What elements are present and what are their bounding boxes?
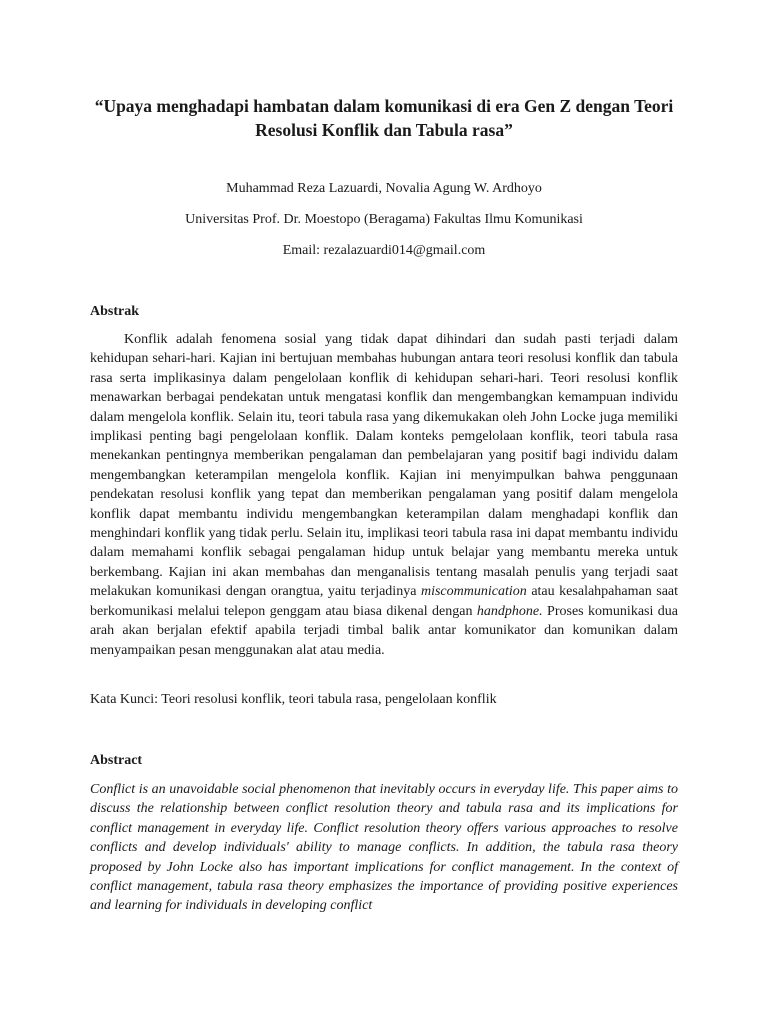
email-line: Email: rezalazuardi014@gmail.com bbox=[282, 243, 486, 258]
abstrak-text-1: Konflik adalah fenomena sosial yang tidak dapat dihindari dan sudah pasti terjadi dalam kehidupan sehari-hari. Kajian ini bertujuan membahas hubungan antara teori resolusi konflik dan tabula rasa serta implikasinya dalam pengelolaan konflik di kehidupan sehari-hari. Teori resolusi konflik menawarkan berbagai pendekatan untuk mengatasi konflik dan mengembangkan kemampuan individu dalam mengelola konflik. Selain itu, teori tabula rasa yang dikemukakan oleh John Locke juga memiliki implikasi penting bagi pengelolaan konflik. Dalam konteks pemgelolaan konflik, teori tabula rasa menekankan pentingnya memberikan pengalaman dan pembelajaran yang positif bagi individu dalam mengembangkan keterampilan mengelola konflik. Kajian ini menyimpulkan bahwa penggunaan pendekatan resolusi konflik yang tepat dan memberikan pengalaman yang positif dalam mengelola konflik dapat membantu individu mengembangkan keterampilan dalam menghadapi konflik dan menghindari konflik yang tidak perlu. Selain itu, implikasi teori tabula rasa ini dapat membantu individu dalam memahami konflik sebagai pengalaman hidup untuk belajar yang membantu mereka untuk berkembang. Kajian ini akan membahas dan menganalisis tentang masalah penulis yang terjadi saat melakukan komunikasi dengan orangtua, yaitu terjadinya bbox=[90, 332, 678, 600]
abstrak-italic-2: handphone. bbox=[476, 603, 543, 619]
abstrak-body bbox=[90, 330, 678, 660]
abstrak-heading: Abstrak bbox=[90, 304, 140, 319]
author-names: Muhammad Reza Lazuardi, Novalia Agung W. Ardhoyo bbox=[226, 181, 542, 196]
abstrak-text-3: Proses komunikasi dua arah akan berjalan efektif apabila terjadi timbal balik antar komunikator dan komunikan dalam menyampaikan pesan menggunakan alat atau media. bbox=[90, 603, 679, 658]
affiliation: Universitas Prof. Dr. Moestopo (Beragama) Fakultas Ilmu Komunikasi bbox=[185, 212, 583, 227]
abstract-body: Conflict is an unavoidable social phenomenon that inevitably occurs in everyday life. This paper aims to discuss the relationship between conflict resolution theory and tabula rasa and its implications for conflict management in everyday life. Conflict resolution theory offers various approaches to resolve conflicts and develop individuals' ability to manage conflicts. In addition, the tabula rasa theory proposed by John Locke also has important implications for conflict management. In the context of conflict management, tabula rasa theory emphasizes the importance of providing positive experiences and learning for individuals in developing conflict bbox=[90, 782, 678, 914]
abstrak-text-2: atau kesalahpahaman saat berkomunikasi melalui telepon genggam atau biasa dikenal dengan bbox=[90, 584, 679, 619]
abstract-heading: Abstract bbox=[90, 753, 143, 768]
keywords-line: Kata Kunci: Teori resolusi konflik, teori tabula rasa, pengelolaan konflik bbox=[90, 692, 497, 707]
paper-title: “Upaya menghadapi hambatan dalam komunikasi di era Gen Z dengan Teori Resolusi Konflik dan Tabula rasa” bbox=[94, 96, 674, 140]
abstrak-italic-1: miscommunication bbox=[420, 584, 527, 600]
